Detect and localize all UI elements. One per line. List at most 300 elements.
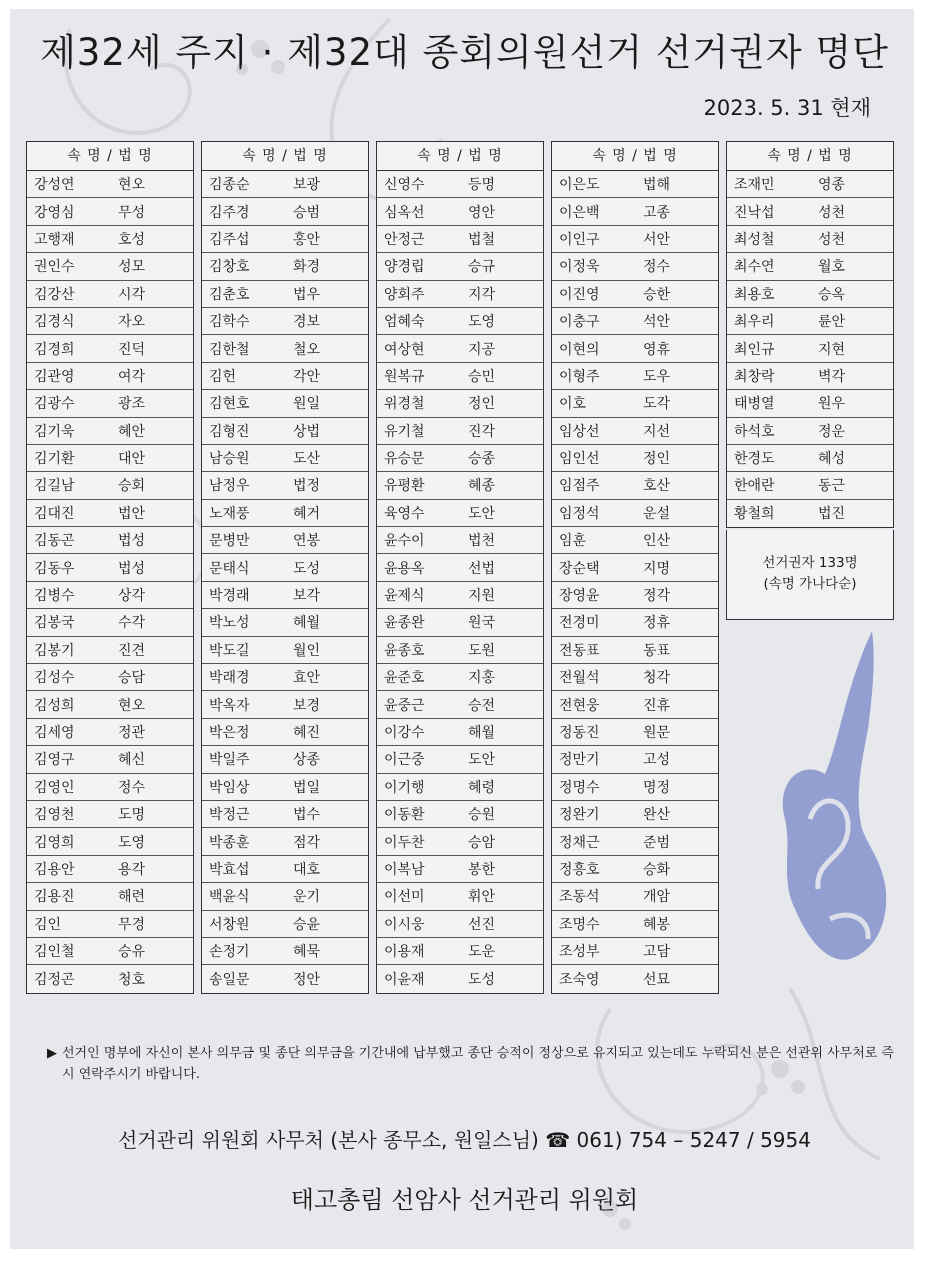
lay-name: 김정곤 xyxy=(34,972,75,989)
lay-name: 하석호 xyxy=(734,423,775,440)
table-row xyxy=(377,390,543,417)
dharma-name: 정운 xyxy=(818,423,846,440)
lay-name: 김한철 xyxy=(209,341,250,358)
dharma-name: 정인 xyxy=(468,396,496,413)
lay-name: 이현의 xyxy=(559,341,600,358)
dharma-name: 수각 xyxy=(118,615,146,632)
dharma-name: 영안 xyxy=(468,204,496,221)
table-row xyxy=(727,198,893,225)
lay-name: 박일주 xyxy=(209,752,250,769)
dharma-name: 홍안 xyxy=(293,231,321,248)
lay-name: 김인철 xyxy=(34,944,75,961)
dharma-name: 지선 xyxy=(643,423,671,440)
table-row xyxy=(202,664,368,691)
lay-name: 김병수 xyxy=(34,588,75,605)
lay-name: 김기욱 xyxy=(34,423,75,440)
lay-name: 전월석 xyxy=(559,670,600,687)
dharma-name: 지홍 xyxy=(468,670,496,687)
table-row xyxy=(552,418,718,445)
table-row xyxy=(202,554,368,581)
table-row xyxy=(727,335,893,362)
committee-name: 태고총림 선암사 선거관리 위원회 xyxy=(290,1186,639,1214)
table-row xyxy=(377,363,543,390)
table-row xyxy=(202,335,368,362)
table-row xyxy=(552,308,718,335)
dharma-name: 승원 xyxy=(468,807,496,824)
lay-name: 김영구 xyxy=(34,752,75,769)
dharma-name: 운기 xyxy=(293,889,321,906)
lay-name: 김영인 xyxy=(34,779,75,796)
lay-name: 임상선 xyxy=(559,423,600,440)
lay-name: 장영윤 xyxy=(559,588,600,605)
dharma-name: 승범 xyxy=(293,204,321,221)
column-header: 속 명 / 법 명 xyxy=(552,142,718,171)
table-row xyxy=(27,664,193,691)
dharma-name: 혜령 xyxy=(468,779,496,796)
table-row xyxy=(377,883,543,910)
table-row xyxy=(377,226,543,253)
table-row xyxy=(377,911,543,938)
table-row xyxy=(27,554,193,581)
dharma-name: 석안 xyxy=(643,314,671,331)
dharma-name: 정휴 xyxy=(643,615,671,632)
dharma-name: 도명 xyxy=(118,807,146,824)
lay-name: 박은정 xyxy=(209,725,250,741)
table-row xyxy=(727,472,893,499)
lay-name: 이진영 xyxy=(559,286,600,303)
dharma-name: 법우 xyxy=(293,286,321,303)
table-row xyxy=(377,281,543,308)
lay-name: 김동곤 xyxy=(34,533,75,550)
lay-name: 김영희 xyxy=(34,834,75,851)
table-row xyxy=(377,335,543,362)
dharma-name: 영종 xyxy=(818,177,846,194)
table-row xyxy=(202,308,368,335)
table-row xyxy=(27,828,193,855)
dharma-name: 지원 xyxy=(468,588,496,605)
dharma-name: 상각 xyxy=(118,588,146,605)
dharma-name: 승옥 xyxy=(818,286,846,303)
table-row xyxy=(27,609,193,636)
table-row xyxy=(202,609,368,636)
voter-count: 선거권자 133명 xyxy=(762,555,858,571)
lay-name: 박임상 xyxy=(209,779,250,796)
table-row xyxy=(552,198,718,225)
lay-name: 조숙영 xyxy=(559,972,600,989)
table-row xyxy=(552,856,718,883)
dharma-name: 경보 xyxy=(293,314,321,331)
dharma-name: 호산 xyxy=(643,478,671,495)
lay-name: 정채근 xyxy=(559,834,600,851)
dharma-name: 각안 xyxy=(293,368,321,385)
table-row xyxy=(27,281,193,308)
lay-name: 김창호 xyxy=(209,259,250,276)
lay-name: 김종순 xyxy=(209,177,250,194)
table-row xyxy=(202,390,368,417)
table-row xyxy=(202,801,368,828)
dharma-name: 정안 xyxy=(293,972,321,989)
table-row xyxy=(552,390,718,417)
table-row xyxy=(377,774,543,801)
lay-name: 육영수 xyxy=(384,505,425,522)
lay-name: 이근중 xyxy=(384,752,425,769)
table-row xyxy=(552,828,718,855)
lay-name: 김헌 xyxy=(209,368,237,385)
lay-name: 이형주 xyxy=(559,368,600,385)
lay-name: 조동석 xyxy=(559,889,600,906)
table-row xyxy=(27,637,193,664)
dharma-name: 무경 xyxy=(118,916,146,933)
lay-name: 박옥자 xyxy=(209,697,250,714)
lay-name: 이인구 xyxy=(559,231,600,248)
phone-icon: ☎ xyxy=(545,1128,571,1152)
table-row xyxy=(727,281,893,308)
lay-name: 윤중근 xyxy=(384,697,425,714)
lay-name: 윤용옥 xyxy=(384,560,425,577)
table-row xyxy=(727,390,893,417)
dharma-name: 도산 xyxy=(293,451,321,468)
dharma-name: 승규 xyxy=(468,259,496,276)
lay-name: 이윤재 xyxy=(384,972,425,989)
dharma-name: 지공 xyxy=(468,341,496,358)
table-row xyxy=(377,418,543,445)
dharma-name: 고담 xyxy=(643,944,671,961)
lay-name: 최창락 xyxy=(734,368,775,385)
lay-name: 박정근 xyxy=(209,807,250,824)
table-row xyxy=(727,171,893,198)
lay-name: 노재풍 xyxy=(209,505,250,522)
table-row xyxy=(27,883,193,910)
table-row xyxy=(552,554,718,581)
lay-name: 김동우 xyxy=(34,560,75,577)
lay-name: 박노성 xyxy=(209,615,250,632)
table-row xyxy=(377,253,543,280)
lay-name: 정완기 xyxy=(559,807,600,824)
table-row xyxy=(552,746,718,773)
table-row xyxy=(377,554,543,581)
lay-name: 이충구 xyxy=(559,314,600,331)
dharma-name: 동근 xyxy=(818,478,846,495)
table-row xyxy=(552,637,718,664)
column-header: 속 명 / 법 명 xyxy=(202,142,368,171)
table-row xyxy=(552,500,718,527)
dharma-name: 동표 xyxy=(643,642,671,659)
dharma-name: 혜묵 xyxy=(293,944,321,961)
lay-name: 전경미 xyxy=(559,615,600,632)
lay-name: 윤종호 xyxy=(384,642,425,659)
roster-column-3 xyxy=(376,141,544,994)
dharma-name: 지명 xyxy=(643,560,671,577)
table-row xyxy=(202,582,368,609)
dharma-name: 승민 xyxy=(468,368,496,385)
table-row xyxy=(377,609,543,636)
lay-name: 이정욱 xyxy=(559,259,600,276)
table-row xyxy=(27,527,193,554)
lay-name: 양회주 xyxy=(384,286,425,303)
lay-name: 최우리 xyxy=(734,314,775,331)
table-row xyxy=(552,883,718,910)
table-row xyxy=(27,308,193,335)
dharma-name: 보각 xyxy=(293,588,321,605)
table-row xyxy=(727,500,893,527)
roster-column-2 xyxy=(201,141,369,994)
table-row xyxy=(377,938,543,965)
lay-name: 전현웅 xyxy=(559,697,600,714)
dharma-name: 법정 xyxy=(293,478,321,495)
dharma-name: 진각 xyxy=(468,423,496,440)
column-header: 속 명 / 법 명 xyxy=(27,142,193,171)
dharma-name: 혜안 xyxy=(118,423,146,440)
table-row xyxy=(377,500,543,527)
table-row xyxy=(202,527,368,554)
lay-name: 김길남 xyxy=(34,478,75,495)
column-header: 속 명 / 법 명 xyxy=(377,142,543,171)
table-row xyxy=(377,308,543,335)
lay-name: 정흥호 xyxy=(559,861,600,878)
dharma-name: 월호 xyxy=(818,259,846,276)
lay-name: 임훈 xyxy=(559,533,587,550)
lay-name: 최인규 xyxy=(734,341,775,358)
lay-name: 손정기 xyxy=(209,944,250,961)
dharma-name: 명정 xyxy=(643,779,671,796)
dharma-name: 철오 xyxy=(293,341,321,358)
dharma-name: 법성 xyxy=(118,560,146,577)
table-row xyxy=(552,445,718,472)
table-row xyxy=(27,746,193,773)
dharma-name: 선법 xyxy=(468,560,496,577)
as-of-date: 2023. 5. 31 현재 xyxy=(703,96,871,120)
dharma-name: 승암 xyxy=(468,834,496,851)
dharma-name: 도원 xyxy=(468,642,496,659)
lay-name: 박효섭 xyxy=(209,861,250,878)
table-row xyxy=(202,719,368,746)
dharma-name: 원국 xyxy=(468,615,496,632)
table-row xyxy=(377,198,543,225)
dharma-name: 법해 xyxy=(643,177,671,194)
lay-name: 이강수 xyxy=(384,725,425,741)
table-row xyxy=(202,363,368,390)
lay-name: 김주섭 xyxy=(209,231,250,248)
table-row xyxy=(202,445,368,472)
table-row xyxy=(377,527,543,554)
table-row xyxy=(202,418,368,445)
dharma-name: 승화 xyxy=(643,861,671,878)
dharma-name: 법수 xyxy=(293,807,321,824)
table-row xyxy=(377,171,543,198)
dharma-name: 월인 xyxy=(293,642,321,659)
lay-name: 김성수 xyxy=(34,670,75,687)
table-row xyxy=(552,171,718,198)
dharma-name: 도운 xyxy=(468,944,496,961)
lay-name: 조명수 xyxy=(559,916,600,933)
dharma-name: 현오 xyxy=(118,177,146,194)
dharma-name: 자오 xyxy=(118,314,146,331)
lay-name: 김세영 xyxy=(34,725,75,741)
cloud-swirl-ornament xyxy=(783,631,886,960)
lay-name: 강성연 xyxy=(34,177,75,194)
table-row xyxy=(27,691,193,718)
dharma-name: 정각 xyxy=(643,588,671,605)
dharma-name: 승윤 xyxy=(293,916,321,933)
lay-name: 최수연 xyxy=(734,259,775,276)
lay-name: 김경희 xyxy=(34,341,75,358)
dharma-name: 해월 xyxy=(468,725,496,741)
table-row xyxy=(202,637,368,664)
lay-name: 김용진 xyxy=(34,889,75,906)
table-row xyxy=(202,828,368,855)
summary-box xyxy=(726,530,894,620)
table-row xyxy=(552,774,718,801)
table-row xyxy=(377,472,543,499)
lay-name: 권인수 xyxy=(34,259,75,276)
lay-name: 조재민 xyxy=(734,177,775,194)
lay-name: 최성철 xyxy=(734,231,775,248)
table-row xyxy=(377,691,543,718)
table-row xyxy=(377,582,543,609)
lay-name: 양경립 xyxy=(384,259,425,276)
dharma-name: 혜성 xyxy=(818,451,846,468)
dharma-name: 벽각 xyxy=(818,368,846,385)
table-row xyxy=(552,363,718,390)
dharma-name: 선묘 xyxy=(643,972,671,989)
lay-name: 윤수이 xyxy=(384,533,425,550)
dharma-name: 도우 xyxy=(643,368,671,385)
dharma-name: 서안 xyxy=(643,231,671,248)
dharma-name: 여각 xyxy=(118,368,146,385)
lay-name: 유기철 xyxy=(384,423,425,440)
sort-order-note: (속명 가나다순) xyxy=(763,576,857,592)
dharma-name: 도안 xyxy=(468,505,496,522)
table-row xyxy=(202,171,368,198)
phone-number: 061) 754 – 5247 / 5954 xyxy=(576,1128,811,1152)
dharma-name: 정수 xyxy=(118,779,146,796)
table-row xyxy=(27,335,193,362)
table-row xyxy=(27,226,193,253)
table-row xyxy=(552,472,718,499)
dharma-name: 승한 xyxy=(643,286,671,303)
lay-name: 김광수 xyxy=(34,396,75,413)
lay-name: 임점주 xyxy=(559,478,600,495)
dharma-name: 승종 xyxy=(468,451,496,468)
lay-name: 이은백 xyxy=(559,204,600,221)
table-row xyxy=(202,226,368,253)
table-row xyxy=(27,911,193,938)
lay-name: 정명수 xyxy=(559,779,600,796)
lay-name: 신영수 xyxy=(384,177,425,194)
lay-name: 이호 xyxy=(559,396,587,413)
dharma-name: 진덕 xyxy=(118,341,146,358)
table-row xyxy=(27,774,193,801)
lay-name: 유평환 xyxy=(384,478,425,495)
lay-name: 장순택 xyxy=(559,560,600,577)
lay-name: 조성부 xyxy=(559,944,600,961)
table-row xyxy=(27,500,193,527)
table-row xyxy=(377,445,543,472)
dharma-name: 법안 xyxy=(118,505,146,522)
table-row xyxy=(27,198,193,225)
dharma-name: 성모 xyxy=(118,259,146,276)
dharma-name: 진견 xyxy=(118,642,146,659)
dharma-name: 고종 xyxy=(643,204,671,221)
dharma-name: 승회 xyxy=(118,478,146,495)
table-row xyxy=(202,774,368,801)
dharma-name: 점각 xyxy=(293,834,321,851)
dharma-name: 보광 xyxy=(293,177,321,194)
dharma-name: 법성 xyxy=(118,533,146,550)
notice-arrow-icon: ▶ xyxy=(47,1046,57,1061)
table-row xyxy=(202,500,368,527)
dharma-name: 혜종 xyxy=(468,478,496,495)
roster-column-4 xyxy=(551,141,719,994)
dharma-name: 준범 xyxy=(643,834,671,851)
dharma-name: 무성 xyxy=(118,204,146,221)
lay-name: 김기환 xyxy=(34,451,75,468)
lay-name: 이용재 xyxy=(384,944,425,961)
dharma-name: 진휴 xyxy=(643,697,671,714)
table-row xyxy=(727,253,893,280)
dharma-name: 지각 xyxy=(468,286,496,303)
lay-name: 백윤식 xyxy=(209,889,250,906)
dharma-name: 원우 xyxy=(818,396,846,413)
table-row xyxy=(552,965,718,992)
lay-name: 김봉국 xyxy=(34,615,75,632)
lay-name: 김주경 xyxy=(209,204,250,221)
lay-name: 남정우 xyxy=(209,478,250,495)
table-row xyxy=(552,335,718,362)
lay-name: 김경식 xyxy=(34,314,75,331)
lay-name: 김영천 xyxy=(34,807,75,824)
table-row xyxy=(27,856,193,883)
lay-name: 서창원 xyxy=(209,916,250,933)
dharma-name: 법천 xyxy=(468,533,496,550)
lay-name: 윤제식 xyxy=(384,588,425,605)
lay-name: 고행재 xyxy=(34,231,75,248)
dharma-name: 도영 xyxy=(118,834,146,851)
table-row xyxy=(202,691,368,718)
lay-name: 안정근 xyxy=(384,231,425,248)
dharma-name: 화경 xyxy=(293,259,321,276)
notice xyxy=(47,1043,897,1085)
dharma-name: 정관 xyxy=(118,725,146,741)
dharma-name: 완산 xyxy=(643,807,671,824)
table-row xyxy=(552,691,718,718)
lay-name: 임인선 xyxy=(559,451,600,468)
dharma-name: 혜진 xyxy=(293,725,321,741)
table-row xyxy=(377,965,543,992)
table-row xyxy=(552,609,718,636)
dharma-name: 법철 xyxy=(468,231,496,248)
lay-name: 윤종완 xyxy=(384,615,425,632)
dharma-name: 정인 xyxy=(643,451,671,468)
lay-name: 진낙섭 xyxy=(734,204,775,221)
dharma-name: 용각 xyxy=(118,861,146,878)
table-row xyxy=(27,445,193,472)
lay-name: 김강산 xyxy=(34,286,75,303)
lay-name: 정동진 xyxy=(559,725,600,741)
table-row xyxy=(727,363,893,390)
table-row xyxy=(552,664,718,691)
lay-name: 원복규 xyxy=(384,368,425,385)
lay-name: 김대진 xyxy=(34,505,75,522)
table-row xyxy=(727,418,893,445)
table-row xyxy=(377,719,543,746)
dharma-name: 대호 xyxy=(293,861,321,878)
dharma-name: 법일 xyxy=(293,779,321,796)
dharma-name: 현오 xyxy=(118,697,146,714)
dharma-name: 승전 xyxy=(468,697,496,714)
dharma-name: 효안 xyxy=(293,670,321,687)
dharma-name: 개암 xyxy=(643,889,671,906)
